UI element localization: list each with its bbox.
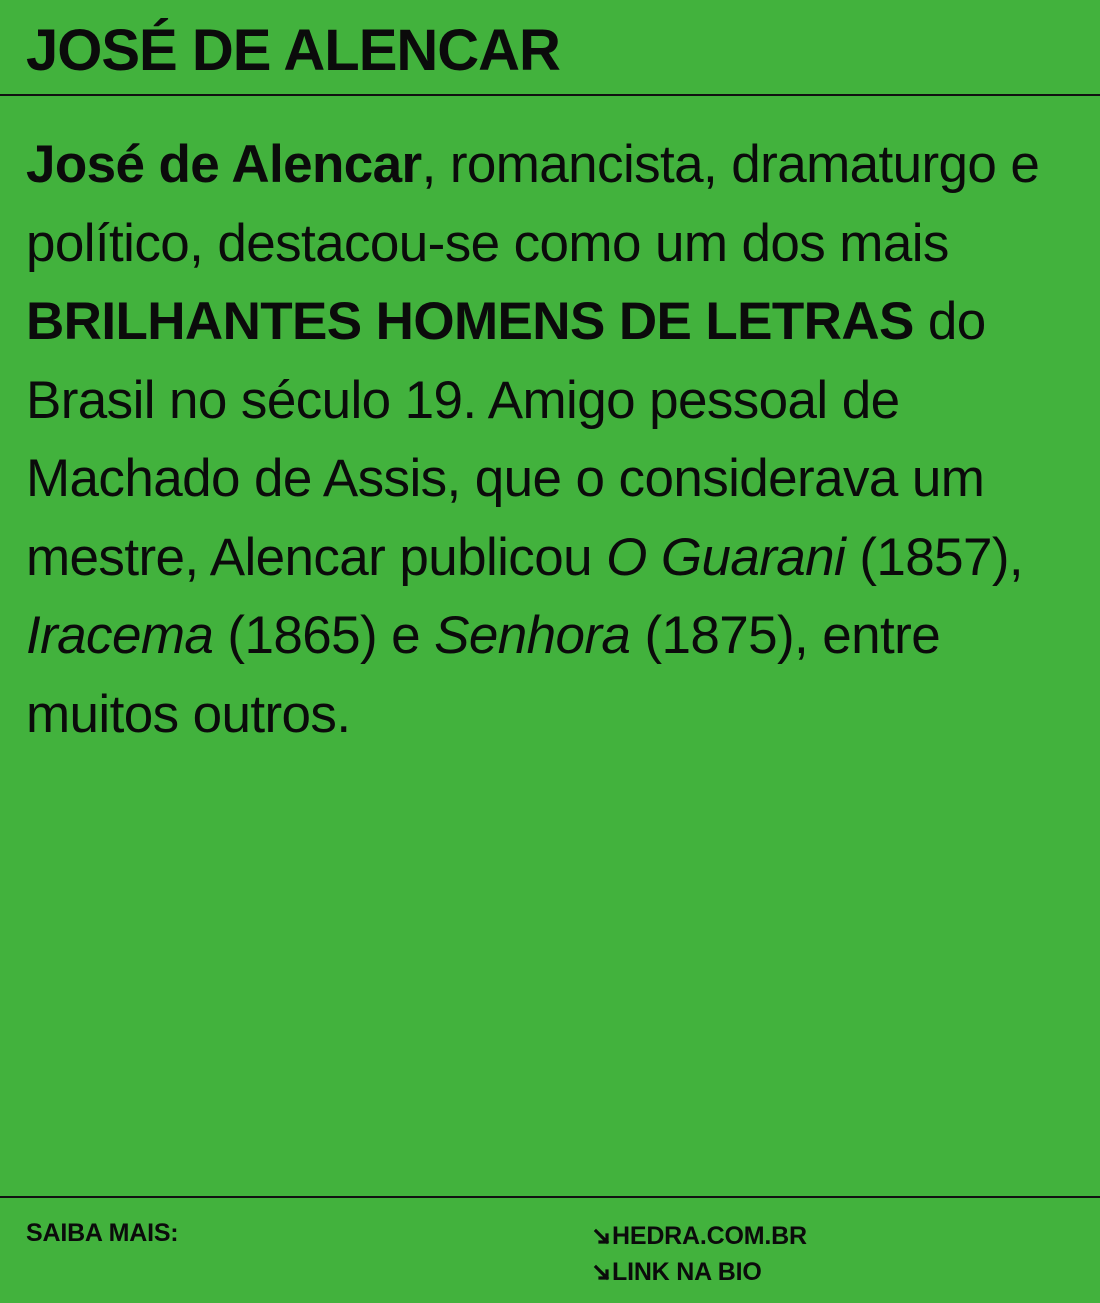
bio-link[interactable] <box>593 1254 1013 1290</box>
website-link[interactable] <box>593 1218 1013 1254</box>
card-header <box>0 0 1100 96</box>
bio-text-part-3: (1875), entre muitos outros. <box>26 606 941 744</box>
book-year-o-guarani: (1857), <box>845 527 1024 587</box>
book-title-o-guarani: O Guarani <box>606 527 846 587</box>
bio-text-part-1: , romancista, dramaturgo e político, destacou-se como um dos mais <box>26 135 1040 273</box>
footer-links <box>593 1218 1013 1290</box>
author-biography <box>26 126 1076 754</box>
bio-text-part-2: do Brasil no século 19. Amigo pessoal de Machado de Assis, que o considerava um mestre, Alencar publicou <box>26 292 986 587</box>
learn-more-label: SAIBA MAIS: <box>26 1219 179 1247</box>
website-link-label[interactable]: HEDRA.COM.BR <box>612 1222 807 1250</box>
card-footer <box>0 1196 1100 1303</box>
south-east-arrow-icon <box>593 1261 612 1283</box>
book-year-iracema: (1865) e <box>213 606 435 665</box>
author-name-inline: José de Alencar <box>26 135 422 194</box>
south-east-arrow-icon <box>593 1225 612 1247</box>
bio-link-label[interactable]: LINK NA BIO <box>612 1258 762 1286</box>
book-title-senhora: Senhora <box>434 606 631 665</box>
author-name-title: JOSÉ DE ALENCAR <box>26 18 560 83</box>
highlighted-description: BRILHANTES HOMENS DE LETRAS <box>26 292 914 351</box>
book-title-iracema: Iracema <box>26 606 214 665</box>
